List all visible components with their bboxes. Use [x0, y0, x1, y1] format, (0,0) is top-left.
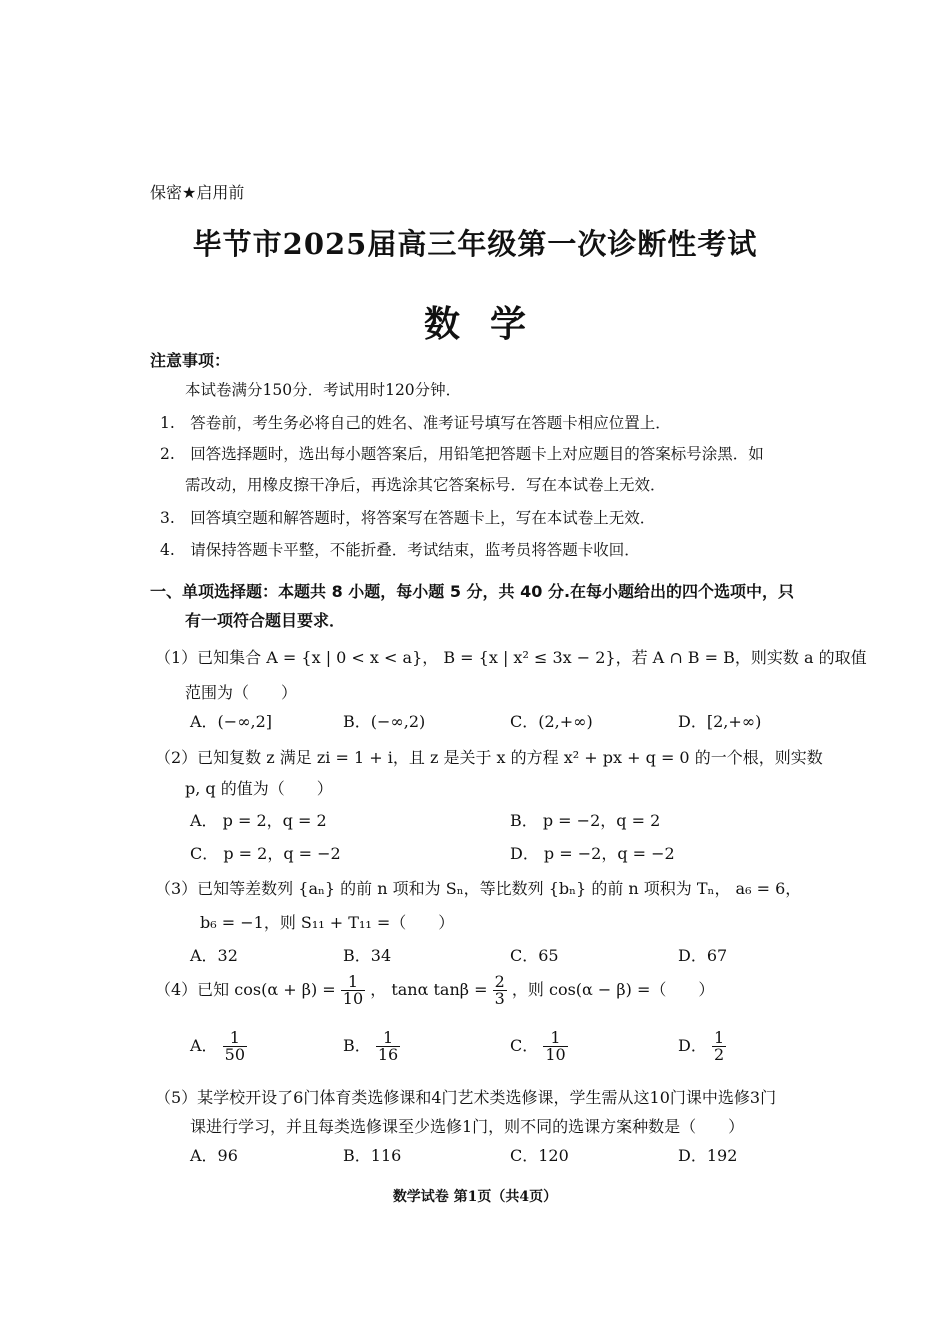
- q2-option-d: D． p = −2，q = −2: [510, 844, 675, 863]
- q5-option-a: A．96: [190, 1146, 238, 1165]
- q4-expr-1: cos(α + β) =: [234, 980, 336, 999]
- q4-option-a: [190, 1030, 247, 1063]
- question-3-stem-cont: b₆ = −1，则 S₁₁ + T₁₁ =（ ）: [200, 913, 455, 932]
- question-5-stem-cont: 课进行学习，并且每类选修课至少选修1门，则不同的选课方案种数是（ ）: [190, 1117, 745, 1136]
- question-2-stem: （2）已知复数 z 满足 zi = 1 + i，且 z 是关于 x 的方程 x² + px + q = 0 的一个根，则实数: [155, 748, 823, 767]
- notes-item-1: 1. 答卷前，考生务必将自己的姓名、准考证号填写在答题卡相应位置上．: [160, 414, 671, 432]
- q1-option-b: B．(−∞,2): [343, 712, 426, 731]
- q4-option-c-den: 10: [545, 1045, 566, 1064]
- q4-option-b-fraction: [376, 1030, 400, 1063]
- question-2-stem-cont: p, q 的值为（ ）: [185, 779, 333, 798]
- confidential-label: 保密★启用前: [150, 183, 245, 202]
- q1-option-a: A．(−∞,2]: [190, 712, 273, 731]
- q4-fraction-1-num: 1: [341, 974, 365, 991]
- notes-heading: 注意事项：: [150, 351, 231, 370]
- q4-option-b: [343, 1030, 400, 1063]
- q4-option-d-fraction: [712, 1030, 726, 1063]
- q2-option-a: A． p = 2，q = 2: [190, 811, 327, 830]
- q4-option-b-den: 16: [377, 1045, 399, 1064]
- q5-option-d: D．192: [678, 1146, 738, 1165]
- subject-title: 数学: [423, 303, 556, 345]
- q4-prefix: （4）已知: [155, 980, 230, 999]
- q1-option-d: D．[2,+∞): [678, 712, 762, 731]
- q4-option-c-num: 1: [543, 1030, 567, 1047]
- q4-mid: ， tanα tanβ =: [370, 980, 488, 999]
- q4-option-d-num: 1: [713, 1028, 725, 1047]
- q4-option-a-num: 1: [223, 1030, 247, 1047]
- q4-option-b-letter: B．: [343, 1036, 371, 1055]
- notes-item-4: 4. 请保持答题卡平整，不能折叠．考试结束，监考员将答题卡收回．: [160, 541, 640, 559]
- q5-option-b: B．116: [343, 1146, 402, 1165]
- q1-option-c: C．(2,+∞): [510, 712, 593, 731]
- q4-fraction-1: [341, 974, 365, 1007]
- q4-fraction-2-den: 3: [494, 989, 505, 1008]
- section-heading: 一、单项选择题：本题共 8 小题，每小题 5 分，共 40 分.在每小题给出的四个选项中，只: [150, 582, 795, 601]
- notes-intro: 本试卷满分150分．考试用时120分钟．: [185, 381, 462, 399]
- notes-item-3: 3. 回答填空题和解答题时，将答案写在答题卡上，写在本试卷上无效．: [160, 509, 656, 527]
- q4-suffix: ，则 cos(α − β) =（ ）: [511, 980, 715, 999]
- q4-option-a-letter: A．: [190, 1036, 218, 1055]
- notes-item-2: 2. 回答选择题时，选出每小题答案后，用铅笔把答题卡上对应题目的答案标号涂黑．如: [160, 445, 764, 463]
- q4-option-a-den: 50: [224, 1045, 246, 1064]
- question-1-stem-cont: 范围为（ ）: [185, 683, 298, 702]
- q3-option-a: A．32: [190, 946, 238, 965]
- q4-fraction-2-num: 2: [494, 972, 505, 991]
- question-3-stem: （3）已知等差数列 {aₙ} 的前 n 项和为 Sₙ，等比数列 {bₙ} 的前 n 项积为 Tₙ， a₆ = 6，: [155, 879, 802, 898]
- q4-option-b-num: 1: [376, 1030, 400, 1047]
- q4-option-d: [678, 1030, 726, 1063]
- q4-option-d-letter: D．: [678, 1036, 707, 1055]
- q4-option-d-den: 2: [713, 1045, 725, 1064]
- q3-option-d: D．67: [678, 946, 728, 965]
- q4-option-c-letter: C．: [510, 1036, 539, 1055]
- question-1-stem: （1）已知集合 A = {x | 0 < x < a}， B = {x | x² ≤ 3x − 2}，若 A ∩ B = B，则实数 a 的取值: [155, 648, 867, 667]
- question-5-stem: （5）某学校开设了6门体育类选修课和4门艺术类选修课，学生需从这10门课中选修3门: [155, 1088, 777, 1107]
- notes-item-2-cont: 需改动，用橡皮擦干净后，再选涂其它答案标号．写在本试卷上无效．: [185, 476, 666, 494]
- section-heading-cont: 有一项符合题目要求．: [185, 611, 346, 630]
- q4-option-a-fraction: [223, 1030, 247, 1063]
- q4-fraction-1-den: 10: [342, 989, 364, 1008]
- exam-title: 毕节市2025届高三年级第一次诊断性考试: [192, 227, 758, 261]
- q4-fraction-2: [493, 974, 507, 1007]
- q5-option-c: C．120: [510, 1146, 569, 1165]
- q3-option-b: B．34: [343, 946, 392, 965]
- page-footer: 数学试卷 第1页（共4页）: [392, 1189, 558, 1205]
- q2-option-b: B． p = −2，q = 2: [510, 811, 661, 830]
- q3-option-c: C．65: [510, 946, 559, 965]
- question-4-stem: [155, 974, 714, 1007]
- q2-option-c: C． p = 2，q = −2: [190, 844, 341, 863]
- q4-option-c: [510, 1030, 568, 1063]
- q4-option-c-fraction: [543, 1030, 567, 1063]
